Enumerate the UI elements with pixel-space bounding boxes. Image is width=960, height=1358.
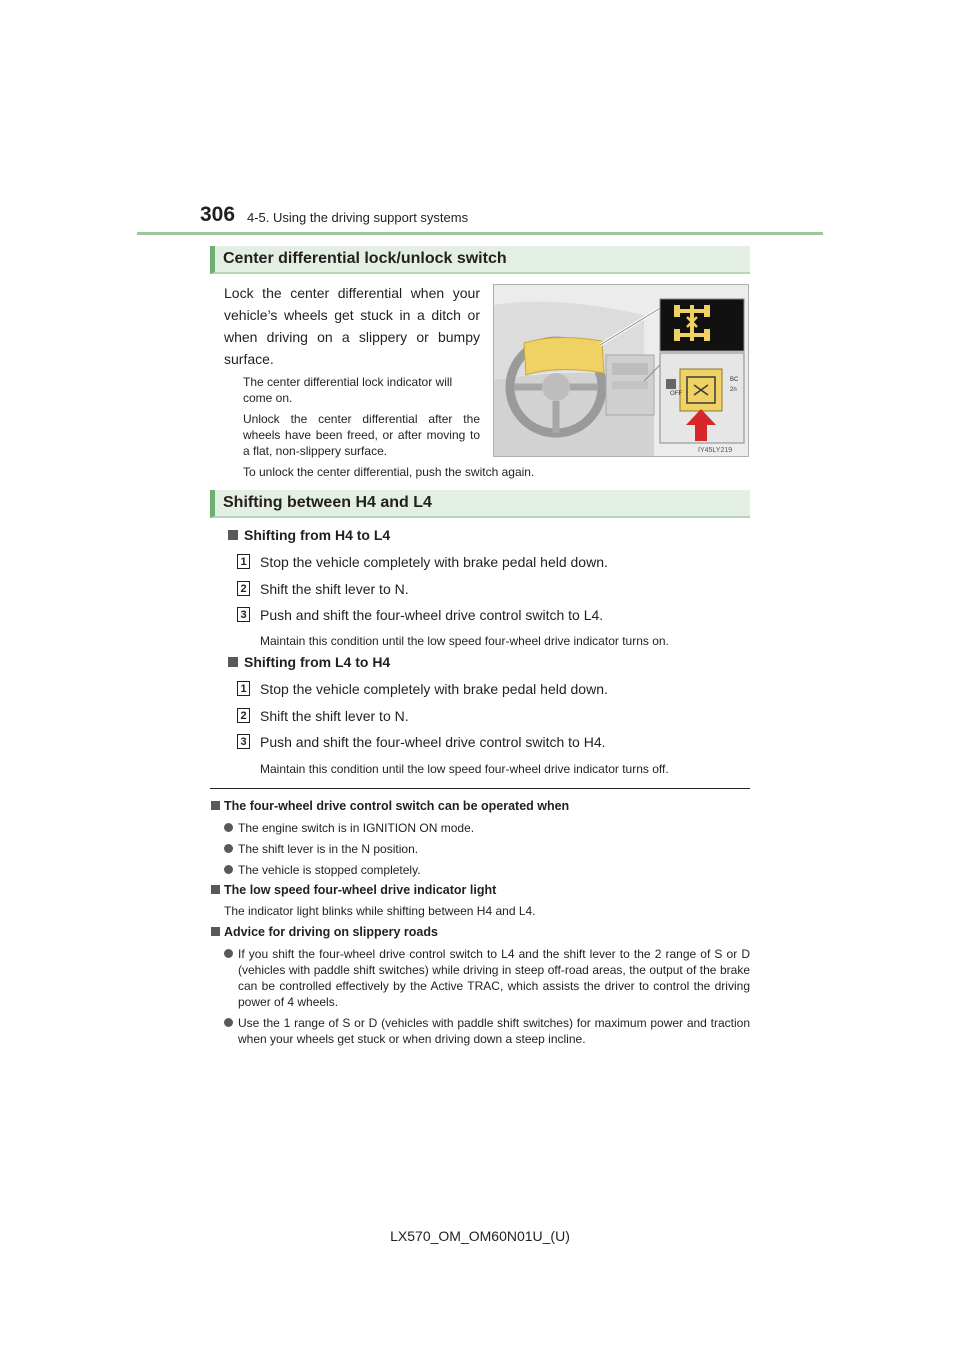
square-bullet-icon bbox=[211, 801, 220, 810]
round-bullet-icon bbox=[224, 1018, 233, 1027]
info-heading-text: The four-wheel drive control switch can be operated when bbox=[224, 799, 570, 813]
info-heading-operable bbox=[211, 799, 569, 813]
subheading-l4-to-h4 bbox=[228, 654, 390, 670]
round-bullet-icon bbox=[224, 844, 233, 853]
center-diff-lead: Lock the center differential when your vehicle’s wheels get stuck in a ditch or when driving on a slippery or bumpy surface. bbox=[224, 285, 480, 367]
square-bullet-icon bbox=[228, 530, 238, 540]
subheading-text: Shifting from H4 to L4 bbox=[244, 527, 391, 543]
list-item: Use the 1 range of S or D (vehicles with paddle shift switches) for maximum power and traction when your wheels get stuck or when driving down a steep incline. bbox=[224, 1015, 750, 1047]
figure-code: IY45LY219 bbox=[698, 447, 733, 454]
step-number: 3 bbox=[237, 734, 250, 749]
round-bullet-icon bbox=[224, 865, 233, 874]
info-heading-text: The low speed four-wheel drive indicator light bbox=[224, 883, 497, 897]
round-bullet-icon bbox=[224, 949, 233, 958]
step-text: Push and shift the four-wheel drive control switch to H4. bbox=[260, 734, 606, 750]
step-note: Maintain this condition until the low speed four-wheel drive indicator turns on. bbox=[260, 634, 669, 648]
document-id: LX570_OM_OM60N01U_(U) bbox=[390, 1228, 570, 1244]
subheading-text: Shifting from L4 to H4 bbox=[244, 654, 391, 670]
square-bullet-icon bbox=[228, 657, 238, 667]
step-number: 2 bbox=[237, 708, 250, 723]
section-title: Shifting between H4 and L4 bbox=[223, 494, 432, 511]
section-heading-shifting bbox=[210, 490, 750, 518]
step-number: 2 bbox=[237, 581, 250, 596]
switch-label-off: OFF bbox=[670, 391, 682, 397]
center-diff-illustration bbox=[493, 284, 749, 457]
section-heading-center-diff bbox=[210, 246, 750, 274]
step-text: Stop the vehicle completely with brake pedal held down. bbox=[260, 554, 608, 570]
section-path: 4-5. Using the driving support systems bbox=[247, 210, 469, 225]
step-number: 3 bbox=[237, 607, 250, 622]
info-heading-slippery bbox=[211, 925, 438, 939]
center-diff-note-push: To unlock the center differential, push the switch again. bbox=[243, 465, 535, 479]
round-bullet-icon bbox=[224, 823, 233, 832]
step-number: 1 bbox=[237, 681, 250, 696]
section-title: Center differential lock/unlock switch bbox=[223, 250, 507, 267]
step-text: Stop the vehicle completely with brake pedal held down. bbox=[260, 681, 608, 697]
list-item: The engine switch is in IGNITION ON mode. bbox=[224, 820, 750, 836]
step-text: Shift the shift lever to N. bbox=[260, 581, 409, 597]
list-item: If you shift the four-wheel drive control switch to L4 and the shift lever to the 2 range of S or D (vehicles with paddle shift switches) while driving in steep off-road areas, the output of the brake can be controlled effectively by the Active TRAC, which assists the driver to control the driving power of 4 wheels. bbox=[224, 946, 750, 1010]
subheading-h4-to-l4 bbox=[228, 527, 390, 543]
header-rule bbox=[137, 232, 823, 235]
switch-label-bc: BC bbox=[730, 377, 739, 383]
square-bullet-icon bbox=[211, 927, 220, 936]
step-text: Shift the shift lever to N. bbox=[260, 708, 409, 724]
list-item: The vehicle is stopped completely. bbox=[224, 862, 750, 878]
step-note: Maintain this condition until the low speed four-wheel drive indicator turns off. bbox=[260, 762, 669, 776]
center-diff-note-indicator: The center differential lock indicator will come on. bbox=[243, 375, 453, 405]
page-number: 306 bbox=[200, 203, 236, 226]
switch-label-2n: 2n bbox=[730, 387, 737, 393]
center-diff-note-unlock: Unlock the center differential after the wheels have been freed, or after moving to a flat, non-slippery surface. bbox=[243, 412, 480, 458]
step-number: 1 bbox=[237, 554, 250, 569]
info-heading-indicator bbox=[211, 883, 496, 897]
square-bullet-icon bbox=[211, 885, 220, 894]
info-heading-text: Advice for driving on slippery roads bbox=[224, 925, 438, 939]
info-indicator-text: The indicator light blinks while shifting between H4 and L4. bbox=[224, 904, 536, 918]
info-divider bbox=[210, 788, 750, 789]
list-item: The shift lever is in the N position. bbox=[224, 841, 750, 857]
step-text: Push and shift the four-wheel drive control switch to L4. bbox=[260, 607, 604, 623]
